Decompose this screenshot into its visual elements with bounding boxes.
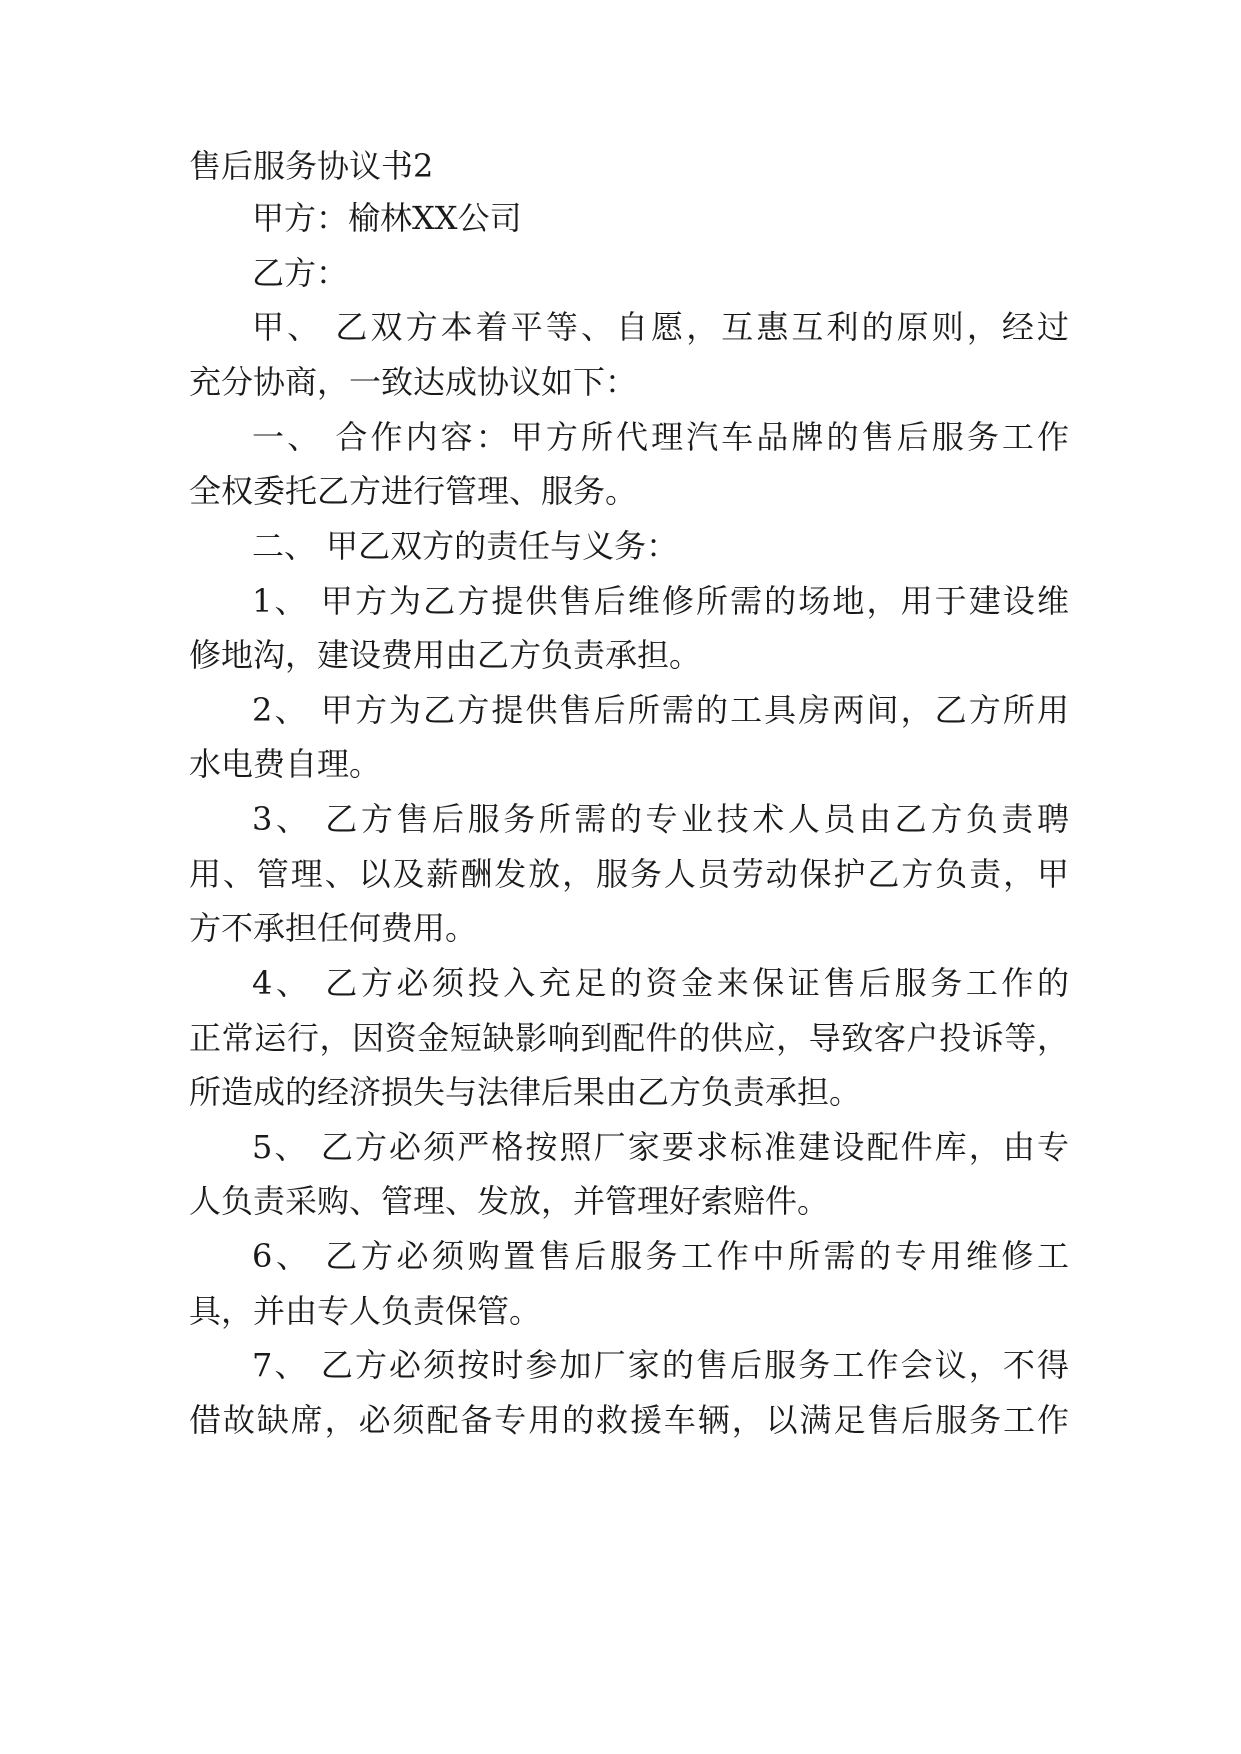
paragraph-line: 7、 乙方必须按时参加厂家的售后服务工作会议，不得	[252, 1346, 1069, 1384]
paragraph-line: 3、 乙方售后服务所需的专业技术人员由乙方负责聘	[252, 800, 1069, 838]
paragraph-line: 1、 甲方为乙方提供售后维修所需的场地，用于建设维	[252, 582, 1069, 620]
paragraph-line: 一、 合作内容：甲方所代理汽车品牌的售后服务工作	[252, 418, 1069, 456]
paragraph-line: 人负责采购、管理、发放，并管理好索赔件。	[189, 1182, 830, 1220]
paragraph-line: 借故缺席，必须配备专用的救援车辆，以满足售后服务工作	[189, 1401, 1069, 1439]
paragraph-line: 所造成的经济损失与法律后果由乙方负责承担。	[189, 1073, 862, 1111]
paragraph-line: 水电费自理。	[189, 745, 382, 783]
paragraph-line: 6、 乙方必须购置售后服务工作中所需的专用维修工	[252, 1237, 1069, 1275]
party-a-line: 甲方：榆林XX公司	[252, 199, 522, 237]
paragraph-line: 用、管理、以及薪酬发放，服务人员劳动保护乙方负责，甲	[189, 855, 1069, 893]
paragraph-line: 全权委托乙方进行管理、服务。	[189, 472, 638, 510]
paragraph-line: 甲、 乙双方本着平等、自愿，互惠互利的原则，经过	[252, 308, 1069, 346]
paragraph-line: 具，并由专人负责保管。	[189, 1292, 542, 1330]
paragraph-line: 正常运行，因资金短缺影响到配件的供应，导致客户投诉等，	[189, 1019, 1069, 1057]
section-heading: 二、 甲乙双方的责任与义务：	[252, 527, 679, 565]
paragraph-line: 方不承担任何费用。	[189, 909, 478, 947]
paragraph-line: 2、 甲方为乙方提供售后所需的工具房两间，乙方所用	[252, 691, 1069, 729]
paragraph-line: 5、 乙方必须严格按照厂家要求标准建设配件库，由专	[252, 1128, 1069, 1166]
party-b-line: 乙方：	[252, 254, 349, 292]
paragraph-line: 修地沟，建设费用由乙方负责承担。	[189, 636, 702, 674]
document-title: 售后服务协议书2	[189, 147, 434, 185]
paragraph-line: 充分协商，一致达成协议如下：	[189, 363, 638, 401]
paragraph-line: 4、 乙方必须投入充足的资金来保证售后服务工作的	[252, 964, 1069, 1002]
